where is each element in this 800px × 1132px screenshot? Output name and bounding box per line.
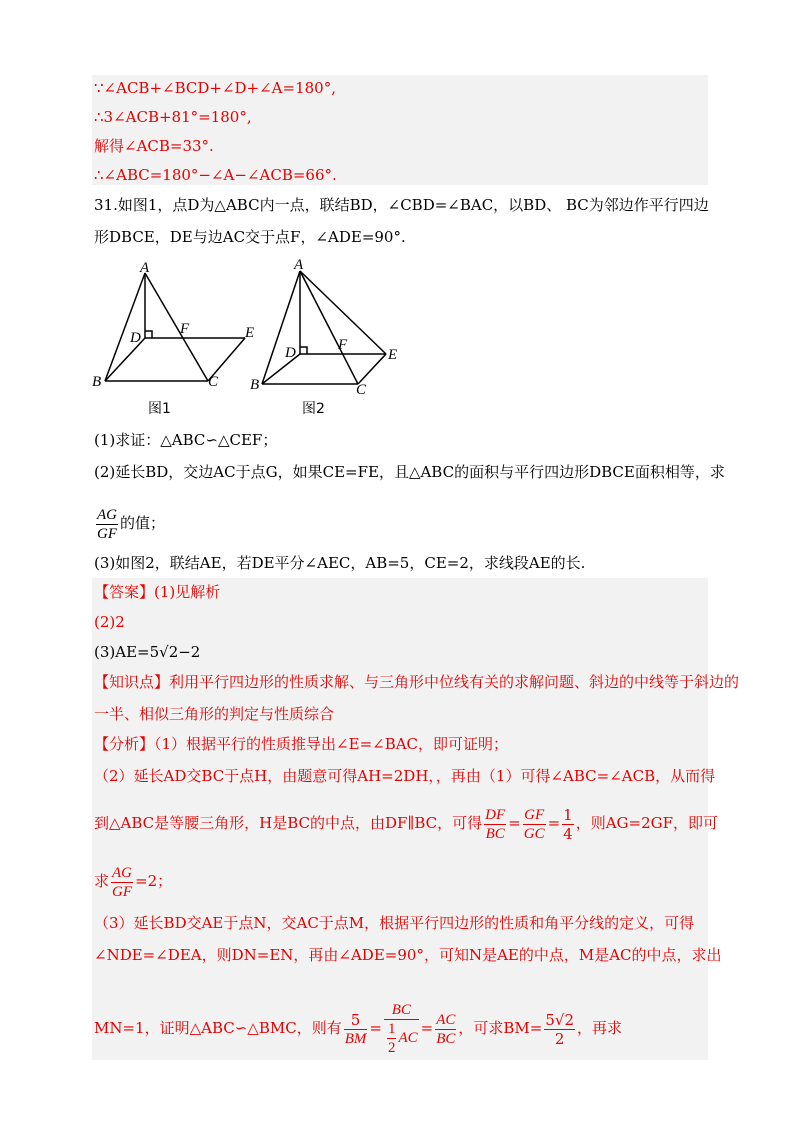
label-A: A xyxy=(140,260,150,276)
figure-1-caption: 图1 xyxy=(148,401,171,417)
figure-2-caption: 图2 xyxy=(302,401,325,417)
figure-1 xyxy=(105,273,245,381)
label-D: D xyxy=(130,330,141,346)
label-F: F xyxy=(180,321,190,337)
fraction: $\frac{AC}{BC}$ xyxy=(436,1011,456,1047)
figure-2 xyxy=(262,271,386,384)
analysis-line: MN=1，证明△ABC∽△BMC，则有 $\frac{5}{BM}$ = BC $\frac{1}{2}$ AC = $\frac{AC}{BC}$ ，可求BM= $\frac{5√2}{2}$ ，再求 xyxy=(94,1002,623,1056)
fraction: $\frac{GF}{GC}$ xyxy=(523,806,545,842)
answer-part-3: (3)AE=5√2−2 xyxy=(94,643,201,661)
fraction: $\frac{5}{BM}$ xyxy=(344,1010,367,1047)
analysis-line: （2）延长AD交BC于点H，由题意可得AH=2DH，，再由（1）可得∠ABC=∠ACB，从而得 xyxy=(94,767,716,785)
fraction: $\frac{AG}{GF}$ xyxy=(112,864,133,900)
label-B: B xyxy=(250,377,260,393)
solution-line: ∵∠ACB+∠BCD+∠D+∠A=180°, xyxy=(94,79,336,97)
geometry-figures xyxy=(90,255,420,420)
question-3: (3)如图2，联结AE，若DE平分∠AEC，AB=5，CE=2，求线段AE的长. xyxy=(94,554,586,572)
answer-heading: 【答案】(1)见解析 xyxy=(94,583,221,601)
analysis-line: 到△ABC是等腰三角形，H是BC的中点，由DF∥BC，可得 $\frac{DF}{BC}$ = $\frac{GF}{GC}$ = $\frac{1}{4}$ ，则AG=2GF，即可 xyxy=(94,805,719,843)
solution-line: ∴∠ABC=180°−∠A−∠ACB=66°. xyxy=(94,166,337,184)
problem-statement: 31.如图1，点D为△ABC内一点，联结BD，∠CBD=∠BAC，以BD、 BC为邻边作平行四边 xyxy=(94,196,709,214)
analysis-line: （3）延长BD交AE于点N，交AC于点M，根据平行四边形的性质和角平分线的定义，可得 xyxy=(94,914,695,932)
label-A: A xyxy=(294,257,304,273)
fraction: $\frac{1}{4}$ xyxy=(563,805,573,843)
problem-statement: 形DBCE，DE与边AC交于点F，∠ADE=90°. xyxy=(94,228,406,246)
knowledge-points: 【知识点】利用平行四边形的性质求解、与三角形中位线有关的求解问题、斜边的中线等于斜边的 xyxy=(94,673,740,691)
fraction: BC $\frac{1}{2}$ AC xyxy=(384,1001,419,1057)
label-E: E xyxy=(245,325,255,341)
analysis-line: 求 $\frac{AG}{GF}$ =2； xyxy=(94,864,173,900)
label-E: E xyxy=(388,347,398,363)
question-2: (2)延长BD，交边AC于点G，如果CE=FE，且△ABC的面积与平行四边形DBCE面积相等，求 xyxy=(94,463,725,481)
label-B: B xyxy=(92,374,102,390)
answer-part-2: (2)2 xyxy=(94,613,125,631)
solution-line: 解得∠ACB=33°. xyxy=(94,137,214,155)
label-D: D xyxy=(285,345,296,361)
fraction: $\frac{5√2}{2}$ xyxy=(545,1010,574,1048)
solution-line: ∴3∠ACB+81°=180°, xyxy=(94,108,252,126)
analysis-line: ∠NDE=∠DEA，则DN=EN，再由∠ADE=90°，可知N是AE的中点，M是AC的中点，求出 xyxy=(94,946,722,964)
fraction: $\frac{DF}{BC}$ xyxy=(485,806,506,842)
label-C: C xyxy=(208,374,219,390)
question-1: (1)求证：△ABC∽△CEF； xyxy=(94,431,278,449)
figure-2-labels xyxy=(250,257,397,417)
fraction-ag-gf: $\frac{AG}{GF}$ xyxy=(97,506,117,542)
label-F: F xyxy=(338,337,348,353)
knowledge-points: 一半、相似三角形的判定与性质综合 xyxy=(94,705,335,723)
question-2-fraction-line: $\frac{AG}{GF}$ 的值； xyxy=(97,506,166,542)
analysis-line: 【分析】（1）根据平行的性质推导出∠E=∠BAC，即可证明； xyxy=(94,735,509,753)
label-C: C xyxy=(356,382,367,398)
